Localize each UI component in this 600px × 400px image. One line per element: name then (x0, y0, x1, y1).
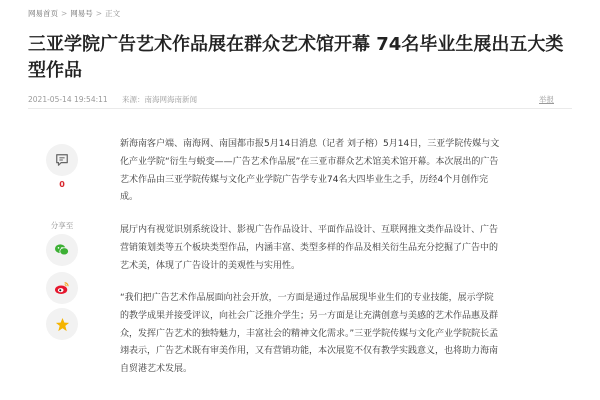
breadcrumb-current: 正文 (105, 9, 121, 18)
share-wechat-button[interactable] (46, 234, 78, 266)
weibo-icon (54, 281, 70, 295)
breadcrumb (28, 8, 120, 19)
publish-date: 2021-05-14 19:54:11 (28, 95, 108, 104)
header-divider (28, 108, 572, 109)
share-weibo-button[interactable] (46, 272, 78, 304)
article-body (120, 136, 500, 379)
article-meta (28, 94, 209, 105)
wechat-icon (54, 243, 70, 257)
report-link[interactable]: 举报 (539, 95, 554, 104)
article-source[interactable]: 来源：南海网海南新闻 (122, 95, 198, 104)
article-title: 三亚学院广告艺术作品展在群众艺术馆开幕 74名毕业生展出五大类型作品 (28, 34, 564, 81)
breadcrumb-section-link[interactable]: 网易号 (70, 9, 93, 18)
breadcrumb-separator: > (95, 9, 103, 18)
article-paragraph: 展厅内有视觉识别系统设计、影视广告作品设计、平面作品设计、互联网推文类作品设计、广告营销策划类等五个板块类型作品，内涵丰富、类型多样的作品及相关衍生品充分挖掘了广告中的艺术美，体现了广告设计的美观性与实用性。 (120, 225, 499, 271)
comment-count[interactable]: 0 (59, 180, 65, 189)
breadcrumb-separator: > (61, 9, 68, 18)
breadcrumb-home-link[interactable]: 网易首页 (28, 9, 58, 18)
article-paragraph: 新海南客户端、南海网、南国都市报5月14日消息（记者 刘子榕）5月14日，三亚学院传媒与文化产业学院“衍生与蜕变——广告艺术作品展”在三亚市群众艺术馆美术馆开幕。本次展出的广告艺术作品由三亚学院传媒与文化产业学院广告学专业74名大四毕业生之手，历经4个月创作完成。 (120, 139, 500, 203)
qzone-icon (55, 317, 70, 332)
share-label: 分享至 (50, 221, 74, 230)
comment-icon (55, 153, 69, 167)
comment-button[interactable] (46, 144, 78, 176)
share-qzone-button[interactable] (46, 308, 78, 340)
article-paragraph: “我们把广告艺术作品展面向社会开放，一方面是通过作品展现毕业生们的专业技能，展示学院的教学成果并接受评议，向社会广泛推介学生；另一方面是让充满创意与美感的艺术作品惠及群众，发挥广告艺术的独特魅力，丰富社会的精神文化需求。”三亚学院传媒与文化产业学院院长孟翊表示，广告艺术既有审美作用，又有营销功能，本次展览不仅有教学实践意义，也将助力海南自贸港艺术发展。 (120, 293, 499, 375)
